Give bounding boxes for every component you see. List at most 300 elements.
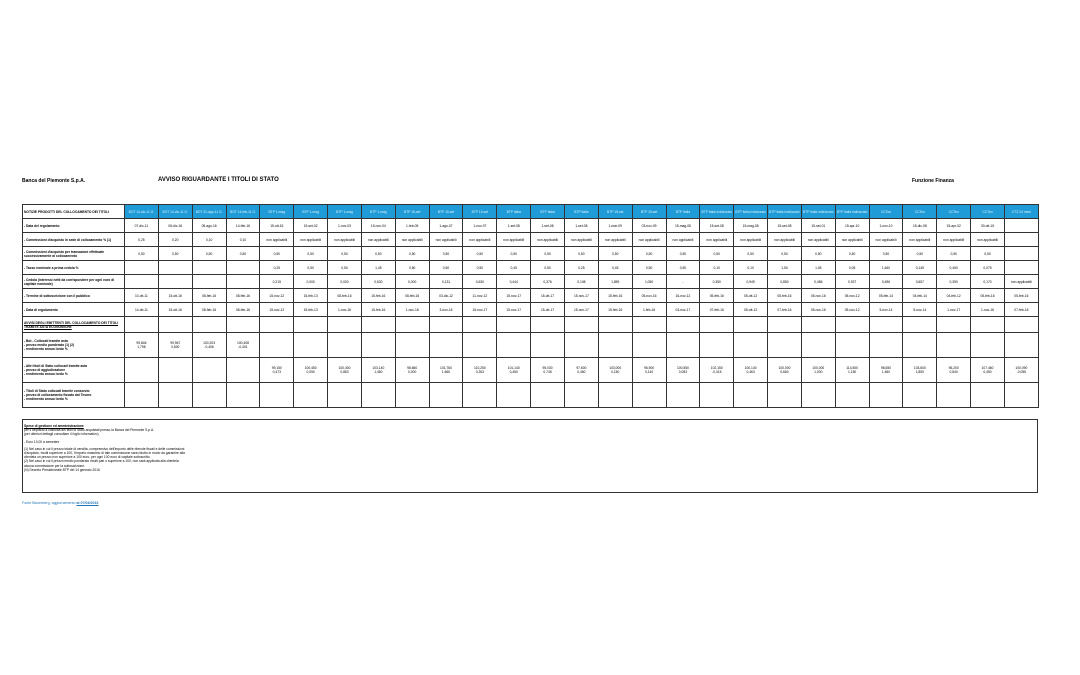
table-cell bbox=[294, 383, 328, 408]
table-cell: 101,760 1,660 bbox=[429, 358, 463, 383]
table-cell: 0,10 bbox=[226, 233, 260, 247]
table-cell: 0,45 bbox=[497, 261, 531, 275]
table-cell: 1-ago-07 bbox=[429, 219, 463, 233]
table-cell: non applicabili bbox=[395, 233, 429, 247]
table-cell: 1,50 bbox=[768, 261, 802, 275]
row-label: - Data del regolamento bbox=[23, 219, 125, 233]
table-cell: 0,444 bbox=[497, 275, 531, 289]
table-cell: 0,05 bbox=[835, 261, 869, 275]
table-cell: 0,350 bbox=[700, 275, 734, 289]
table-cell: 0,075 bbox=[971, 261, 1005, 275]
table-cell: 10-ott-11 bbox=[125, 289, 159, 303]
table-cell: 14-ott-11 bbox=[125, 303, 159, 317]
column-header: BTP 15-set bbox=[632, 205, 666, 219]
table-row bbox=[23, 303, 1039, 317]
table-cell bbox=[125, 358, 159, 383]
table-cell: 99,846 1,798 bbox=[125, 333, 159, 358]
column-header: BTP 15-set bbox=[598, 205, 632, 219]
table-row bbox=[23, 233, 1039, 247]
table-cell: 15-feb-16 bbox=[361, 303, 395, 317]
table-cell: 114,500 1,150 bbox=[835, 358, 869, 383]
table-cell: 0,000 bbox=[328, 275, 362, 289]
row-label: - Titoli di Stato collocati tramite consorzio - prezzo di collocamento fissato dal Tesoro - rendimento annuo lordo % bbox=[23, 383, 125, 408]
table-cell: non applicabili bbox=[260, 233, 294, 247]
table-cell bbox=[801, 383, 835, 408]
footnote: (2) Nel caso in cui il prezzo medio ponderato risulti pari o superiore a 100, non sarà applicata alla clientela bbox=[24, 459, 179, 464]
column-header: BTP 1-mag bbox=[260, 205, 294, 219]
table-cell: 0,131 bbox=[429, 275, 463, 289]
table-cell bbox=[734, 317, 768, 333]
table-cell: 100,000 0,660 bbox=[768, 358, 802, 383]
table-cell: 1-nov-16 bbox=[971, 303, 1005, 317]
table-cell: 07-feb-16 bbox=[700, 303, 734, 317]
table-cell: 04-feb-12 bbox=[937, 289, 971, 303]
table-cell bbox=[192, 261, 226, 275]
table-cell: 15-ott-15 bbox=[260, 219, 294, 233]
table-cell: 05-feb-16 bbox=[1004, 289, 1038, 303]
table-cell bbox=[125, 317, 159, 333]
table-cell: 05-nov-12 bbox=[835, 289, 869, 303]
table-cell: 0,50 bbox=[531, 261, 565, 275]
table-cell: 1-set-08 bbox=[497, 219, 531, 233]
column-header: CCTeu bbox=[869, 205, 903, 219]
table-cell bbox=[294, 333, 328, 358]
table-cell bbox=[937, 383, 971, 408]
table-cell: 5-nov-14 bbox=[869, 303, 903, 317]
table-cell: 0,10 bbox=[700, 261, 734, 275]
table-cell bbox=[226, 358, 260, 383]
table-cell bbox=[260, 383, 294, 408]
department-name: Funzione Finanza bbox=[912, 178, 954, 184]
table-cell bbox=[768, 383, 802, 408]
table-cell bbox=[328, 383, 362, 408]
table-cell: 1-nov-16 bbox=[328, 303, 362, 317]
table-cell bbox=[768, 333, 802, 358]
column-header: BTP Italia indicizzato bbox=[835, 205, 869, 219]
table-cell: 0,50 bbox=[361, 247, 395, 261]
table-cell bbox=[226, 317, 260, 333]
table-cell bbox=[463, 317, 497, 333]
table-cell bbox=[1004, 317, 1038, 333]
table-cell: 11-nov-12 bbox=[463, 289, 497, 303]
table-cell bbox=[632, 383, 666, 408]
table-cell: 0,50 bbox=[564, 247, 598, 261]
source-note bbox=[22, 501, 99, 505]
table-cell bbox=[1004, 261, 1038, 275]
column-header: CCTeu bbox=[971, 205, 1005, 219]
table-cell: 0,50 bbox=[734, 247, 768, 261]
table-cell: 100,090 -0,055 bbox=[1004, 358, 1038, 383]
table-cell bbox=[192, 383, 226, 408]
table-cell: 15-mag-08 bbox=[734, 219, 768, 233]
table-cell bbox=[497, 317, 531, 333]
table-cell: 0,108 bbox=[564, 275, 598, 289]
table-cell bbox=[463, 333, 497, 358]
table-cell: 1-set-08 bbox=[531, 219, 565, 233]
table-cell bbox=[463, 383, 497, 408]
table-cell bbox=[226, 261, 260, 275]
row-label: - Commissioni d'acquisto per transazioni effettuate successivamente al collocamento bbox=[23, 247, 125, 261]
table-cell: 15-mag-05 bbox=[666, 219, 700, 233]
table-cell: non applicabili bbox=[531, 233, 565, 247]
table-cell: 100,550 0,083 bbox=[666, 358, 700, 383]
column-header: BTP 15-set bbox=[429, 205, 463, 219]
table-cell bbox=[971, 383, 1005, 408]
table-cell bbox=[125, 261, 159, 275]
table-cell: 15-feb-13 bbox=[294, 303, 328, 317]
table-cell: 15-set-08 bbox=[700, 219, 734, 233]
footnote: (1) Nel caso in cui il prezzo totale di vendita, comprensivo dell'importo delle ritenute fiscali e delle commissioni bbox=[24, 446, 185, 451]
table-cell: 07-dic-11 bbox=[125, 219, 159, 233]
table-cell: 0,50 bbox=[666, 261, 700, 275]
table-cell: 107,460 0,450 bbox=[971, 358, 1005, 383]
table-cell: 0,50 bbox=[463, 261, 497, 275]
table-cell bbox=[869, 317, 903, 333]
table-cell: non applicabili bbox=[598, 233, 632, 247]
table-cell bbox=[937, 333, 971, 358]
table-cell: 99,967 0,600 bbox=[158, 333, 192, 358]
column-header: BTP Italia bbox=[497, 205, 531, 219]
table-cell: 15-nov-12 bbox=[260, 289, 294, 303]
table-cell: 103,000 0,150 bbox=[598, 358, 632, 383]
table-row bbox=[23, 247, 1039, 261]
table-cell: 1,859 bbox=[598, 275, 632, 289]
table-cell: non applicabili bbox=[768, 233, 802, 247]
table-cell: 102,150 -0,415 bbox=[700, 358, 734, 383]
table-cell: 0,50 bbox=[835, 247, 869, 261]
table-row bbox=[23, 358, 1039, 383]
table-cell: 0,50 bbox=[395, 261, 429, 275]
table-cell: 05-ago-16 bbox=[192, 219, 226, 233]
table-cell bbox=[192, 317, 226, 333]
table-cell: 15-nov-17 bbox=[564, 289, 598, 303]
table-cell: 15-set-01 bbox=[801, 219, 835, 233]
table-cell bbox=[361, 317, 395, 333]
table-cell: 0,25 bbox=[125, 233, 159, 247]
table-cell: 0,50 bbox=[971, 247, 1005, 261]
table-cell bbox=[158, 383, 192, 408]
table-cell: 95,030 0,745 bbox=[531, 358, 565, 383]
table-cell: 96,200 0,840 bbox=[937, 358, 971, 383]
table-cell bbox=[125, 275, 159, 289]
column-header: BTP Italia bbox=[564, 205, 598, 219]
table-cell: non applicabili bbox=[801, 233, 835, 247]
table-cell: 0,50 bbox=[226, 247, 260, 261]
table-cell: 15-set-08 bbox=[768, 219, 802, 233]
table-cell: 1,640 bbox=[869, 261, 903, 275]
table-cell bbox=[158, 358, 192, 383]
table-cell bbox=[158, 275, 192, 289]
table-cell bbox=[260, 317, 294, 333]
column-header: BOT 14-dic-11 G. bbox=[125, 205, 159, 219]
row-label: - Data di regolamento bbox=[23, 303, 125, 317]
table-cell bbox=[564, 383, 598, 408]
table-cell: 15-nov-04 bbox=[361, 219, 395, 233]
table-cell: 15-nov-17 bbox=[564, 303, 598, 317]
table-cell: 08-feb-16 bbox=[226, 289, 260, 303]
table-cell bbox=[734, 383, 768, 408]
table-cell bbox=[632, 333, 666, 358]
table-cell bbox=[294, 317, 328, 333]
table-cell bbox=[903, 383, 937, 408]
table-cell: 0,10 bbox=[192, 233, 226, 247]
column-header: BTP Italia bbox=[531, 205, 565, 219]
table-cell: 0,170 bbox=[971, 275, 1005, 289]
table-cell: 03-nov-09 bbox=[632, 219, 666, 233]
table-cell bbox=[1004, 233, 1038, 247]
table-cell bbox=[801, 333, 835, 358]
table-cell bbox=[598, 333, 632, 358]
table-cell: 1-nov-17 bbox=[937, 303, 971, 317]
table-cell: 0,25 bbox=[260, 261, 294, 275]
table-cell: non applicabili bbox=[361, 233, 395, 247]
table-cell: non applicabili bbox=[328, 233, 362, 247]
table-cell: 0,50 bbox=[294, 247, 328, 261]
table-cell: 05-feb-16 bbox=[768, 289, 802, 303]
column-header: BTP 1-mag bbox=[328, 205, 362, 219]
column-header: BTP Italia indicizzato bbox=[700, 205, 734, 219]
table-cell bbox=[1004, 247, 1038, 261]
table-cell: 0,949 bbox=[734, 275, 768, 289]
table-cell bbox=[768, 317, 802, 333]
table-cell: 0,145 bbox=[903, 261, 937, 275]
table-cell: 0,50 bbox=[125, 247, 159, 261]
table-cell: 0,215 bbox=[260, 275, 294, 289]
table-cell: 07-feb-16 bbox=[1004, 303, 1038, 317]
table-cell: 0,50 bbox=[700, 247, 734, 261]
notes-title: Spese di gestione ed amministrazione bbox=[24, 424, 84, 428]
table-cell: 0,50 bbox=[869, 247, 903, 261]
source-date: al 07/03/2016 bbox=[76, 501, 99, 505]
table-cell bbox=[666, 317, 700, 333]
table-cell: 0,450 bbox=[937, 261, 971, 275]
table-cell bbox=[226, 275, 260, 289]
table-cell: 08-feb-16 bbox=[226, 303, 260, 317]
table-cell: 0,50 bbox=[328, 247, 362, 261]
table-cell: 1-nov-07 bbox=[463, 219, 497, 233]
column-header: BOT 14-dic-11 G. bbox=[158, 205, 192, 219]
column-header: BTP 15-set bbox=[463, 205, 497, 219]
table-cell: non applicabili bbox=[564, 233, 598, 247]
page-title: AVVISO RIGUARDANTE I TITOLI DI STATO bbox=[158, 177, 279, 183]
column-header: CCTeu bbox=[903, 205, 937, 219]
table-cell: 0,50 bbox=[632, 247, 666, 261]
table-cell: 04-feb-14 bbox=[903, 289, 937, 303]
table-cell: 0,50 bbox=[395, 247, 429, 261]
table-cell: 0,45 bbox=[598, 261, 632, 275]
table-row bbox=[23, 219, 1039, 233]
table-cell bbox=[801, 317, 835, 333]
table-cell: 0,50 bbox=[903, 247, 937, 261]
row-label: - Cedola (interessi netti da corrispondere per ogni euro di capitale nominale) bbox=[23, 275, 125, 289]
table-cell: 15-ott-17 bbox=[531, 289, 565, 303]
table-cell: 05-feb-16 bbox=[700, 289, 734, 303]
table-cell: 15-ott-16 bbox=[158, 303, 192, 317]
table-cell: 15-nov-17 bbox=[497, 289, 531, 303]
notes-line: per il deposito a custodia dei titoli di Stato acquistati presso la Banca del Piemonte S.p.A. bbox=[24, 428, 155, 433]
table-cell: 1-feb-16 bbox=[632, 303, 666, 317]
table-cell bbox=[971, 317, 1005, 333]
table-row bbox=[23, 275, 1039, 289]
table-cell bbox=[260, 333, 294, 358]
table-cell: 15-set-02 bbox=[294, 219, 328, 233]
table-cell: 103,140 1,460 bbox=[361, 358, 395, 383]
table-cell: 05-nov-16 bbox=[801, 289, 835, 303]
table-cell: 15-nov-17 bbox=[497, 303, 531, 317]
table-cell: non applicabili bbox=[835, 233, 869, 247]
table-cell: 0,630 bbox=[361, 275, 395, 289]
column-header: BOT 14-feb-11 G. bbox=[226, 205, 260, 219]
table-cell bbox=[1004, 383, 1038, 408]
table-cell: 0,50 bbox=[429, 247, 463, 261]
table-cell bbox=[192, 275, 226, 289]
table-cell bbox=[598, 317, 632, 333]
table-cell: 16-nov-12 bbox=[666, 289, 700, 303]
table-cell bbox=[869, 333, 903, 358]
table-cell bbox=[903, 333, 937, 358]
table-cell: non applicabili bbox=[463, 233, 497, 247]
table-cell: 15-dic-08 bbox=[903, 219, 937, 233]
table-cell: 1,050 bbox=[632, 275, 666, 289]
table-cell: 0,390 bbox=[937, 275, 971, 289]
table-cell: 100,000 1,000 bbox=[801, 358, 835, 383]
table-cell: non applicabili bbox=[903, 233, 937, 247]
table-cell bbox=[937, 317, 971, 333]
table-cell: non applicabili bbox=[294, 233, 328, 247]
table-cell: 14-feb-16 bbox=[226, 219, 260, 233]
table-cell: 0,50 bbox=[632, 261, 666, 275]
table-cell bbox=[531, 383, 565, 408]
table-cell bbox=[903, 317, 937, 333]
row-label: - Bot - Collocati tramite asta - prezzo medio ponderato (1) (2) - rendimento annuo lordo % bbox=[23, 333, 125, 358]
table-cell bbox=[564, 317, 598, 333]
section-label: AVVISI DEGLI EMITTENTI DEL COLLOCAMENTO DEI TITOLI TRAMITE ASTA ECONOMICHE bbox=[23, 317, 125, 333]
table-cell bbox=[395, 383, 429, 408]
table-cell: 1-nov-10 bbox=[869, 219, 903, 233]
row-label: - Altri titoli di Stato collocati tramite asta - prezzo di aggiudicazione - rendimento annuo lordo % bbox=[23, 358, 125, 383]
column-header: BTP Italia indicizzato bbox=[768, 205, 802, 219]
notes-fee: - Euro 10,00 a semestre bbox=[24, 439, 60, 444]
table-cell: 15-apr-10 bbox=[835, 219, 869, 233]
table-cell bbox=[497, 333, 531, 358]
table-cell bbox=[835, 333, 869, 358]
table-cell bbox=[869, 383, 903, 408]
table-cell bbox=[700, 333, 734, 358]
table-cell bbox=[971, 333, 1005, 358]
table-cell bbox=[666, 333, 700, 358]
table-cell bbox=[158, 317, 192, 333]
column-header: CCTeu bbox=[937, 205, 971, 219]
table-cell: non applicabili bbox=[971, 233, 1005, 247]
table-row bbox=[23, 383, 1039, 408]
table-cell bbox=[429, 383, 463, 408]
table-cell: 100,140 0,463 bbox=[734, 358, 768, 383]
table-cell bbox=[395, 333, 429, 358]
table-cell: 98,660 0,000 bbox=[395, 358, 429, 383]
table-cell: 0,657 bbox=[903, 275, 937, 289]
table-cell: 100,400 0,863 bbox=[328, 358, 362, 383]
table-cell: 0,50 bbox=[328, 261, 362, 275]
table-cell: 3-nov-16 bbox=[429, 303, 463, 317]
table-header-label: NOTIZIE PRODOTTI DEL COLLOCAMENTO DEI TITOLI bbox=[23, 205, 125, 219]
table-cell: 0,20 bbox=[158, 233, 192, 247]
table-cell: 08-feb-16 bbox=[192, 303, 226, 317]
table-cell bbox=[734, 333, 768, 358]
bond-table bbox=[22, 204, 1039, 408]
row-label: - Termine di sottoscrizione con il pubblico bbox=[23, 289, 125, 303]
table-cell bbox=[531, 333, 565, 358]
column-header: CTZ 24 mesi bbox=[1004, 205, 1038, 219]
table-cell: 103,600 1,850 bbox=[903, 358, 937, 383]
table-cell: non applicabili bbox=[497, 233, 531, 247]
table-cell: 0,25 bbox=[564, 261, 598, 275]
table-cell: 0,50 bbox=[801, 247, 835, 261]
notes-line: (per ulteriori dettagli consultare il foglio informativo) bbox=[24, 432, 99, 437]
table-cell bbox=[531, 317, 565, 333]
table-cell: non applicabili bbox=[1004, 275, 1038, 289]
table-cell bbox=[1004, 333, 1038, 358]
table-cell bbox=[328, 317, 362, 333]
table-cell: 0,50 bbox=[598, 247, 632, 261]
table-cell bbox=[395, 317, 429, 333]
table-cell: 1,45 bbox=[361, 261, 395, 275]
table-cell: 0,486 bbox=[801, 275, 835, 289]
table-cell: 05-ott-12 bbox=[734, 289, 768, 303]
table-cell: 15-ott-16 bbox=[158, 289, 192, 303]
table-cell bbox=[361, 383, 395, 408]
table-cell: 1-feb-05 bbox=[395, 219, 429, 233]
table-cell: 0,50 bbox=[937, 247, 971, 261]
table-cell bbox=[158, 261, 192, 275]
table-cell: 15-feb-13 bbox=[294, 289, 328, 303]
table-cell: 15-nov-17 bbox=[463, 303, 497, 317]
table-cell: non applicabili bbox=[869, 233, 903, 247]
table-cell: 0,50 bbox=[192, 247, 226, 261]
table-cell: 0,50 bbox=[531, 247, 565, 261]
column-header: BTP 15-set bbox=[395, 205, 429, 219]
table-cell: 110,250 0,263 bbox=[463, 358, 497, 383]
table-cell bbox=[1004, 219, 1038, 233]
table-cell bbox=[192, 358, 226, 383]
footnote: clientela un prezzo non superiore a 100 euro, per ogni 100 euro di capitale sottoscritto. bbox=[24, 455, 151, 460]
source-text: Fonte Bloomberg, aggiornamento bbox=[22, 501, 77, 505]
table-cell: 0,50 bbox=[294, 261, 328, 275]
bank-name: Banca del Piemonte S.p.A. bbox=[22, 178, 86, 184]
table-cell: non applicabili bbox=[937, 233, 971, 247]
table-cell: 0,50 bbox=[768, 247, 802, 261]
table-cell: 03-nov-17 bbox=[666, 303, 700, 317]
table-cell bbox=[429, 317, 463, 333]
table-cell: non applicabili bbox=[632, 233, 666, 247]
table-cell: 05-nov-12 bbox=[835, 303, 869, 317]
table-cell: 05-feb-16 bbox=[971, 289, 1005, 303]
table-cell bbox=[835, 317, 869, 333]
table-row bbox=[23, 333, 1039, 358]
table-cell: non applicabili bbox=[700, 233, 734, 247]
table-cell: 08-feb-16 bbox=[395, 289, 429, 303]
table-cell: 5-nov-14 bbox=[903, 303, 937, 317]
table-cell: 1-nov-16 bbox=[395, 303, 429, 317]
table-cell: 99,150 0,473 bbox=[260, 358, 294, 383]
section-row bbox=[23, 317, 1039, 333]
table-cell: 0,376 bbox=[531, 275, 565, 289]
table-row bbox=[23, 261, 1039, 275]
table-cell bbox=[328, 333, 362, 358]
table-cell bbox=[226, 383, 260, 408]
table-cell: 0,496 bbox=[869, 275, 903, 289]
table-cell: 05-ott-12 bbox=[734, 303, 768, 317]
table-cell: 100,203 -0,406 bbox=[192, 333, 226, 358]
